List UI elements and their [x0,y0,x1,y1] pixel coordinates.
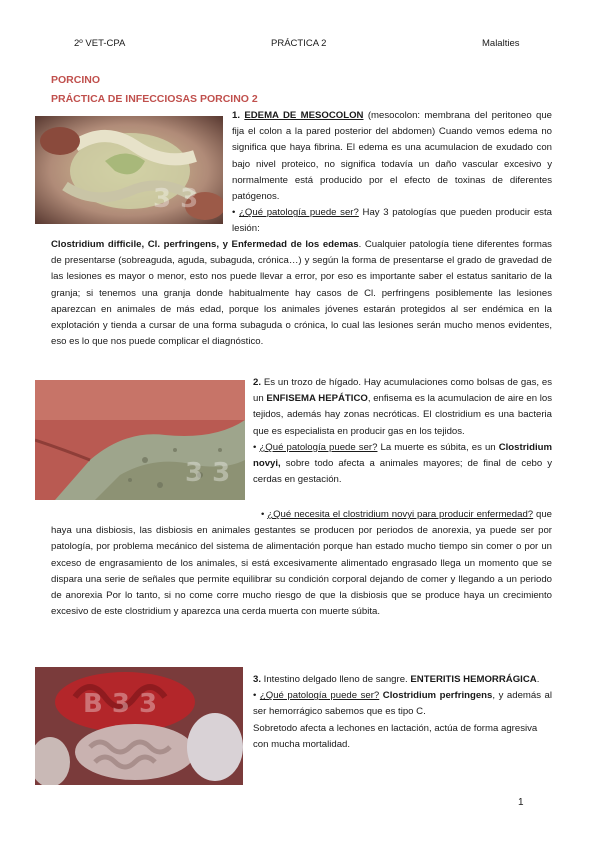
intestine-photo [35,667,243,785]
liver-photo [35,380,245,500]
page-number: 1 [518,797,524,808]
bullet: • [261,509,265,520]
block3-num: 3. [253,674,262,685]
block2-bold: ENFISEMA HEPÁTICO [266,393,368,405]
block1-answer-b: . Cualquier patología tiene diferentes formas de presentarse (sobreaguda, aguda, subaguda, crónica…) y según la forma de presentarse el grado de gravedad de las lesiones es mayor o menor, esto nos puede llevar a error, por eso es importante saber el estatus sanitario de la granja; si tenemos una granja donde habitualmente hay casos de Cl. perfringens posiblemente las lesiones aparezcan en animales de más edad, porque los animales jóvenes estarán protegidos al ser endémica en la explotación y tienda a cursar de una forma subaguda o crónica, lo cual las lesiones serán mucho menos evidentes, eso es lo que nos puede complicar el diagnóstico. [51,239,552,348]
block2-answer1-a: La muerte es súbita, es un [377,441,499,453]
block2-intro [253,375,552,488]
block3-text: Intestino delgado lleno de sangre. [261,674,411,685]
mesocolon-photo [35,116,223,224]
block1-question: ¿Qué patología puede ser? [239,207,359,219]
block2-answer2: que haya una disbiosis, las disbiosis en animales gestantes se producen por periodos de anorexia, ya puede ser por patología, por problema mecánico del sistema de alimentación porque han estado mucho tiempo sin comer o por un exceso de engrasamiento de los animales, si está excesivamente alimentado engrasado llega un momento que se dispara una serie de señales que permite equilibrar su condición corporal dejando de comer y llegando a un periodo de anorexia Por lo tanto, si no come corre mucho riesgo de que la disbiosis que se produce haya un crecimiento excesivo de este clostridium y aparezca una cerda muerta con muerte súbita. [51,509,552,618]
section-title: PORCINO [51,74,101,86]
block1-intro [232,108,552,238]
block3-text-end: . [536,674,540,685]
block2-body [51,507,552,620]
header-center: PRÁCTICA 2 [271,38,327,49]
block2-answer1-b: sobre todo afecta a animales mayores; de final de cebo y cerdas en gestación. [253,458,552,486]
watermark: 3 3 [185,458,231,488]
header-right: Malalties [482,38,520,49]
block1-answer-bold: Clostridium difficile, Cl. perfringens, y Enfermedad de los edemas [51,239,359,250]
block1-num: 1. [232,110,241,121]
block1-body [51,237,552,350]
bullet: • [253,441,257,453]
bullet: • [253,690,257,702]
block1-answer-a: Hay 3 patologías que pueden producir esta lesión: [232,207,552,235]
block3-body [253,672,552,753]
block2-text-a: Es un trozo de hígado. Hay acumulaciones como bolsas de gas, es un [253,377,552,405]
block3-answer-bold: Clostridium perfringens [379,690,493,702]
block2-text-b: , enfisema es la acumulacion de aire en los tejidos, además hay zonas necróticas. El clostridium es una bacteria que es especialista en producir gas en los tejidos. [253,393,553,437]
bullet: • [232,207,236,219]
watermark: B 3 3 [83,689,158,719]
header-left: 2º VET-CPA [74,38,126,49]
block3-bold: ENTERITIS HEMORRÁGICA [410,674,537,685]
watermark: 3 3 [153,184,199,214]
block2-num: 2. [253,377,262,388]
block2-answer1-bold: Clostridium novyi, [253,441,553,470]
block2-question1: ¿Qué patología puede ser? [259,441,378,453]
block3-note: Sobretodo afecta a lechones en lactación, actúa de forma agresiva con mucha mortalidad. [253,722,538,750]
section-subtitle: PRÁCTICA DE INFECCIOSAS PORCINO 2 [51,93,258,105]
block1-para1: (mesocolon: membrana del peritoneo que fija el colon a la pared posterior del abdomen) Cuando vemos edema no significa que haya fibrina. El edema es una acumulacion de exudado con bajo nivel proteico, no significa todavía un daño vascular excesivo y normalmente está producido por el efecto de toxinas de diferentes patógenos. [232,110,553,203]
block2-question2: ¿Qué necesita el clostridium novyi para producir enfermedad? [267,509,534,520]
block3-answer: , y además al ser hemorrágico sabemos que es tipo C. [253,690,553,718]
block1-heading: EDEMA DE MESOCOLON [244,110,364,121]
block3-question: ¿Qué patología puede ser? [259,690,380,702]
